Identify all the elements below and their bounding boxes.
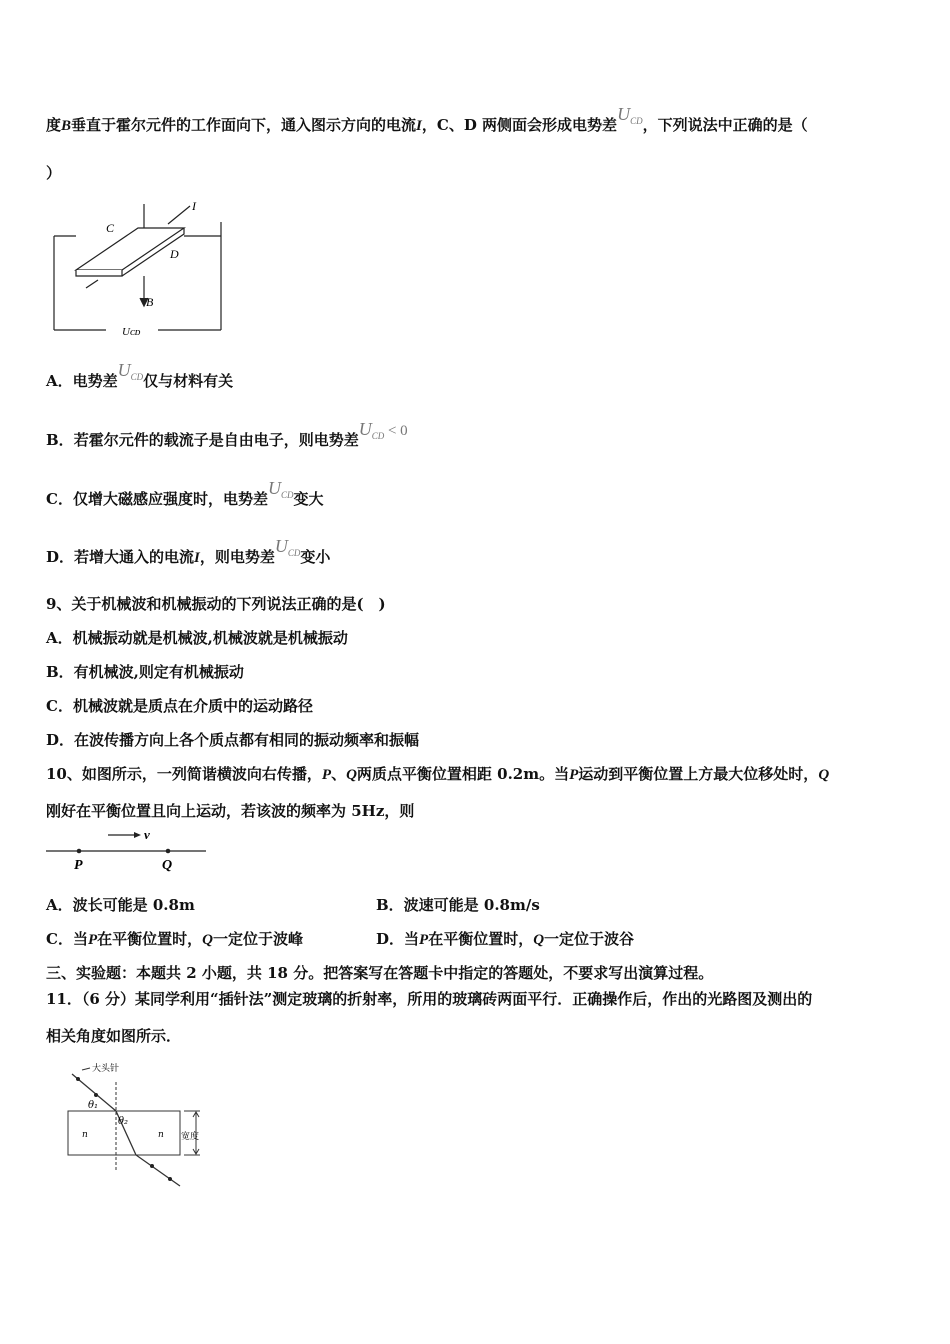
ucd-symbol — [274, 536, 301, 569]
option-text: 仅与材料有关 — [143, 372, 234, 390]
theta1-label: θ₁ — [88, 1100, 99, 1111]
q8-option-a — [46, 360, 234, 393]
var-P: P — [569, 767, 579, 783]
glass-refraction-figure — [60, 1062, 220, 1192]
option-text: 电势差 — [72, 372, 118, 390]
q10-option-d — [376, 929, 634, 950]
label-B: B — [146, 295, 154, 309]
ucd-symbol — [617, 104, 643, 137]
var-Q: Q — [533, 932, 545, 948]
q9-option-a: A．机械振动就是机械波,机械波就是机械振动 — [46, 629, 348, 647]
q8-intro-text: 度 — [46, 116, 62, 134]
q9-stem: 9、关于机械波和机械振动的下列说法正确的是( ) — [46, 595, 386, 613]
q10-text: 10、如图所示，一列简谐横波向右传播， — [46, 765, 322, 783]
ucd-symbol — [267, 478, 294, 511]
width-label: 宽度 — [181, 1132, 200, 1142]
var-P: P — [419, 932, 429, 948]
ucd-U: U — [274, 536, 288, 556]
option-label: D． — [46, 548, 75, 566]
q8-intro-text: ，C、D 两侧面会形成电势差 — [421, 116, 618, 134]
pin — [76, 1077, 80, 1081]
option-text: 若增大通入的电流 — [74, 548, 195, 566]
ucd-sub: CD — [280, 490, 294, 500]
ucd-U: U — [617, 104, 631, 124]
q10-text: 运动到平衡位置上方最大位移处时， — [578, 765, 819, 783]
q8-intro — [46, 104, 808, 137]
hall-element-figure — [46, 196, 236, 336]
pin — [94, 1093, 98, 1097]
wave-figure — [44, 826, 209, 872]
option-text: 一定位于波峰 — [212, 930, 303, 948]
q8-close-paren: ） — [46, 164, 62, 182]
q8-option-c — [46, 478, 324, 511]
var-P: P — [321, 767, 332, 783]
var-Q: Q — [346, 767, 357, 783]
q11-line1: 11．（6 分）某同学利用“插针法”测定玻璃的折射率，所用的玻璃砖两面平行．正确操作后，作出的光路图及测出的 — [46, 990, 813, 1008]
pin-label: 大头针 — [92, 1064, 120, 1074]
q10-option-c — [46, 929, 303, 950]
label-Q: Q — [162, 858, 173, 872]
var-Q: Q — [818, 767, 830, 783]
option-label: C． — [46, 490, 73, 508]
option-text: 仅增大磁感应强度时，电势差 — [72, 490, 268, 508]
q9-option-c: C．机械波就是质点在介质中的运动路径 — [46, 697, 313, 715]
option-text: D．当 — [376, 930, 420, 948]
var-B: B — [61, 118, 72, 134]
option-text: 变小 — [300, 548, 331, 566]
option-text: C．当 — [46, 930, 88, 948]
option-label: A． — [46, 372, 73, 390]
n-left-label: n — [82, 1130, 88, 1140]
q10-stem-line1 — [46, 764, 829, 785]
option-text: 若霍尔元件的载流子是自由电子，则电势差 — [73, 431, 359, 449]
option-text: 一定位于波谷 — [544, 930, 635, 948]
label-D: D — [170, 247, 179, 261]
option-text: 在平衡位置时， — [97, 930, 203, 948]
q8-option-b — [46, 419, 408, 452]
q9-option-b: B．有机械波,则定有机械振动 — [46, 663, 244, 681]
q10-text: 两质点平衡位置相距 0.2m。当 — [356, 765, 570, 783]
var-Q: Q — [202, 932, 213, 948]
label-v: v — [144, 827, 150, 842]
label-I: I — [192, 199, 196, 213]
pin — [168, 1177, 172, 1181]
ucd-sub: CD — [287, 548, 301, 558]
ucd-U: U — [267, 478, 281, 498]
option-text: 变大 — [293, 490, 324, 508]
ucd-sub: CD — [371, 431, 385, 441]
q10-stem-line2: 刚好在平衡位置且向上运动，若该波的频率为 5Hz，则 — [46, 802, 415, 820]
theta2-label: θ₂ — [118, 1116, 129, 1127]
pin — [150, 1164, 154, 1168]
q8-intro-text: ，下列说法中正确的是（ — [642, 116, 808, 134]
q11-line2: 相关角度如图所示． — [46, 1027, 182, 1045]
ucd-sub: CD — [630, 116, 643, 126]
point-P — [77, 849, 82, 854]
ucd-symbol — [117, 360, 144, 393]
q9-option-d: D．在波传播方向上各个质点都有相同的振动频率和振幅 — [46, 731, 420, 749]
n-right-label: n — [158, 1130, 164, 1140]
option-label: B． — [46, 431, 74, 449]
label-P: P — [74, 858, 83, 872]
point-Q — [166, 849, 171, 854]
var-I: I — [416, 118, 422, 134]
option-text: 在平衡位置时， — [428, 930, 534, 948]
q8-intro-text: 垂直于霍尔元件的工作面向下，通入图示方向的电流 — [71, 116, 417, 134]
q8-option-d — [46, 536, 331, 569]
option-text: < 0 — [387, 423, 408, 439]
option-text: ，则电势差 — [199, 548, 275, 566]
q10-option-a: A．波长可能是 0.8m — [46, 896, 195, 914]
section-3-heading: 三、实验题：本题共 2 小题，共 18 分。把答案写在答题卡中指定的答题处，不要求写出演算过程。 — [46, 964, 714, 982]
label-Ucd: Uᴄᴅ — [122, 326, 141, 336]
q10-option-b: B．波速可能是 0.8m/s — [376, 896, 540, 914]
ucd-symbol — [358, 419, 408, 452]
ucd-U: U — [358, 419, 372, 439]
ucd-U: U — [117, 360, 131, 380]
label-C: C — [106, 221, 115, 235]
var-I: I — [194, 550, 200, 566]
q10-text: 、 — [331, 765, 347, 783]
plate-top — [76, 228, 184, 270]
ucd-sub: CD — [130, 372, 144, 382]
var-P: P — [87, 932, 98, 948]
